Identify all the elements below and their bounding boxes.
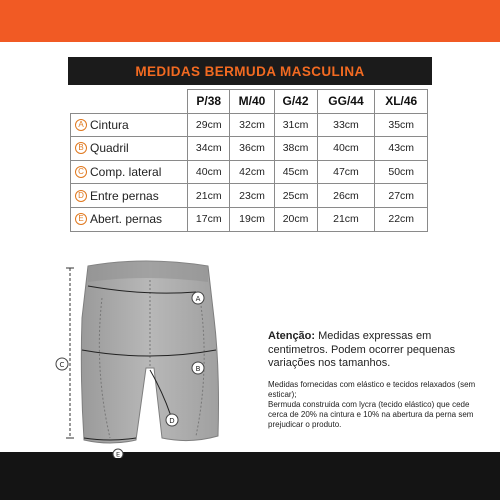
table-row	[71, 160, 428, 184]
table-cell: 21cm	[317, 207, 375, 231]
header-blank-cell	[71, 90, 188, 114]
letter-e-icon: E	[75, 213, 87, 225]
table-cell: 50cm	[375, 160, 428, 184]
table-cell: 19cm	[230, 207, 274, 231]
measure-name: Abert. pernas	[90, 212, 163, 227]
marker-d	[166, 414, 178, 426]
marker-label: E	[115, 450, 121, 458]
marker-a	[192, 292, 204, 304]
table-cell: 29cm	[188, 113, 230, 137]
table-row	[71, 113, 428, 137]
fabric-note-line1: Medidas fornecidas com elástico e tecidos relaxados (sem esticar);	[268, 380, 476, 399]
table-cell: 21cm	[188, 184, 230, 208]
table-cell: 34cm	[188, 137, 230, 161]
marker-label: D	[169, 417, 175, 425]
fabric-note-line2: Bermuda construida com lycra (tecido elástico) que cede cerca de 20% na cintura e 10% na abertura da perna sem prejudicar o produto.	[268, 400, 474, 429]
table-cell: 38cm	[274, 137, 317, 161]
table-cell: 33cm	[317, 113, 375, 137]
table-cell: 36cm	[230, 137, 274, 161]
table-cell: 17cm	[188, 207, 230, 231]
size-header: GG/44	[317, 90, 375, 114]
table-cell: 45cm	[274, 160, 317, 184]
table-cell: 42cm	[230, 160, 274, 184]
measure-label	[71, 207, 188, 231]
table-cell: 43cm	[375, 137, 428, 161]
attention-lead: Atenção:	[268, 330, 316, 342]
attention-text: Medidas expressas em centimetros. Podem ocorrer pequenas variações nos tamanhos.	[268, 330, 456, 369]
size-header-row	[71, 90, 428, 114]
measure-label	[71, 184, 188, 208]
letter-d-icon: D	[75, 190, 87, 202]
marker-b	[192, 362, 204, 374]
marker-e	[113, 449, 123, 458]
shorts-diagram	[50, 258, 260, 458]
table-cell: 31cm	[274, 113, 317, 137]
top-accent-bar	[0, 0, 500, 42]
table-cell: 47cm	[317, 160, 375, 184]
table-cell: 23cm	[230, 184, 274, 208]
size-header: M/40	[230, 90, 274, 114]
attention-note	[268, 330, 483, 371]
marker-label: A	[195, 295, 201, 303]
letter-a-icon: A	[75, 119, 87, 131]
table-cell: 20cm	[274, 207, 317, 231]
letter-b-icon: B	[75, 142, 87, 154]
footer-bar	[0, 452, 500, 500]
size-header: XL/46	[375, 90, 428, 114]
table-cell: 25cm	[274, 184, 317, 208]
size-table	[70, 89, 428, 232]
size-header: G/42	[274, 90, 317, 114]
table-row	[71, 207, 428, 231]
table-cell: 22cm	[375, 207, 428, 231]
letter-c-icon: C	[75, 166, 87, 178]
marker-c	[56, 358, 68, 370]
measure-name: Cintura	[90, 117, 129, 132]
table-cell: 26cm	[317, 184, 375, 208]
table-cell: 35cm	[375, 113, 428, 137]
measure-name: Comp. lateral	[90, 165, 162, 180]
table-cell: 40cm	[188, 160, 230, 184]
size-header: P/38	[188, 90, 230, 114]
chart-title: MEDIDAS BERMUDA MASCULINA	[68, 57, 432, 85]
marker-label: B	[195, 365, 201, 373]
table-cell: 27cm	[375, 184, 428, 208]
measure-label	[71, 137, 188, 161]
measure-name: Entre pernas	[90, 188, 159, 203]
table-cell: 32cm	[230, 113, 274, 137]
table-row	[71, 137, 428, 161]
marker-label: C	[59, 361, 65, 369]
measure-label	[71, 113, 188, 137]
table-row	[71, 184, 428, 208]
measure-name: Quadril	[90, 141, 129, 156]
table-cell: 40cm	[317, 137, 375, 161]
fabric-note	[268, 380, 488, 430]
measure-label	[71, 160, 188, 184]
